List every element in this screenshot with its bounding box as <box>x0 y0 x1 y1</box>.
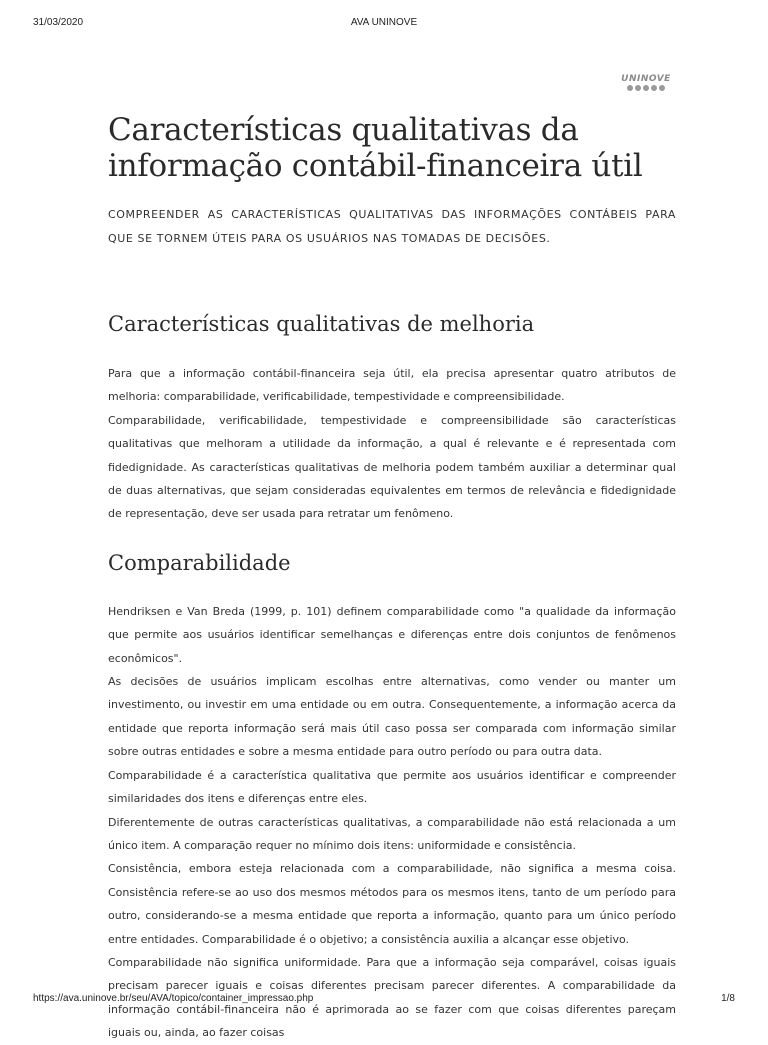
logo-dots-icon <box>616 85 676 91</box>
document-content <box>108 112 676 1045</box>
paragraph: Comparabilidade não significa uniformidade. Para que a informação seja comparável, coisas iguais precisam parecer iguais e coisas diferentes precisam parecer diferentes. A comparabilidade da informação contábil-financeira não é aprimorada ao se fazer com que coisas diferentes pareçam iguais ou, ainda, ao fazer coisas <box>108 955 676 1040</box>
print-header <box>0 17 768 31</box>
print-url: https://ava.uninove.br/seu/AVA/topico/container_impressao.php <box>33 993 314 1004</box>
section-heading-melhoria: Características qualitativas de melhoria <box>108 312 535 336</box>
paragraph: Consistência, embora esteja relacionada com a comparabilidade, não significa a mesma coisa. Consistência refere-se ao uso dos mesmos métodos para os mesmos itens, tanto de um período para outro, considerando-se a mesma entidade que reporta a informação, quanto para um único período entre entidades. Comparabilidade é o objetivo; a consistência auxilia a alcançar esse objetivo. <box>108 862 676 946</box>
section-body-melhoria <box>108 362 676 526</box>
paragraph: Comparabilidade é a característica qualitativa que permite aos usuários identificar e compreender similaridades dos itens e diferenças entre eles. <box>108 768 676 806</box>
paragraph: Diferentemente de outras características qualitativas, a comparabilidade não está relacionada a um único item. A comparação requer no mínimo dois itens: uniformidade e consistência. <box>108 815 676 852</box>
uninove-logo <box>616 74 676 94</box>
print-date: 31/03/2020 <box>33 17 84 28</box>
print-footer <box>0 993 768 1007</box>
paragraph: Comparabilidade, verificabilidade, tempestividade e compreensibilidade são características qualitativas que melhoram a utilidade da informação, a qual é relevante e é representada com fidedignidade. As características qualitativas de melhoria podem também auxiliar a determinar qual de duas alternativas, que sejam consideradas equivalentes em termos de relevância e fidedignidade de representação, deve ser usada para retratar um fenômeno. <box>108 413 676 521</box>
paragraph: Para que a informação contábil-financeira seja útil, ela precisa apresentar quatro atributos de melhoria: comparabilidade, verificabilidade, tempestividade e compreensibilidade. <box>108 367 676 404</box>
section-heading-comparabilidade: Comparabilidade <box>108 550 291 575</box>
paragraph: Hendriksen e Van Breda (1999, p. 101) definem comparabilidade como "a qualidade da informação que permite aos usuários identificar semelhanças e diferenças entre dois conjuntos de fenômenos econômicos". <box>108 604 676 665</box>
section-body-comparabilidade <box>108 600 676 1045</box>
document-title: Características qualitativas da informação contábil-financeira útil <box>108 112 643 184</box>
document-subtitle: COMPREENDER AS CARACTERÍSTICAS QUALITATIVAS DAS INFORMAÇÕES CONTÁBEIS PARA QUE SE TORNEM ÚTEIS PARA OS USUÁRIOS NAS TOMADAS DE DECISÕES. <box>108 208 676 245</box>
page-number: 1/8 <box>721 993 735 1004</box>
logo-text: UNINOVE <box>621 74 671 84</box>
print-page-title: AVA UNINOVE <box>350 17 418 28</box>
paragraph: As decisões de usuários implicam escolhas entre alternativas, como vender ou manter um investimento, ou investir em uma entidade ou em outra. Consequentemente, a informação acerca da entidade que reporta informação será mais útil caso possa ser comparada com informação similar sobre outras entidades e sobre a mesma entidade para outro período ou para outra data. <box>108 675 676 759</box>
